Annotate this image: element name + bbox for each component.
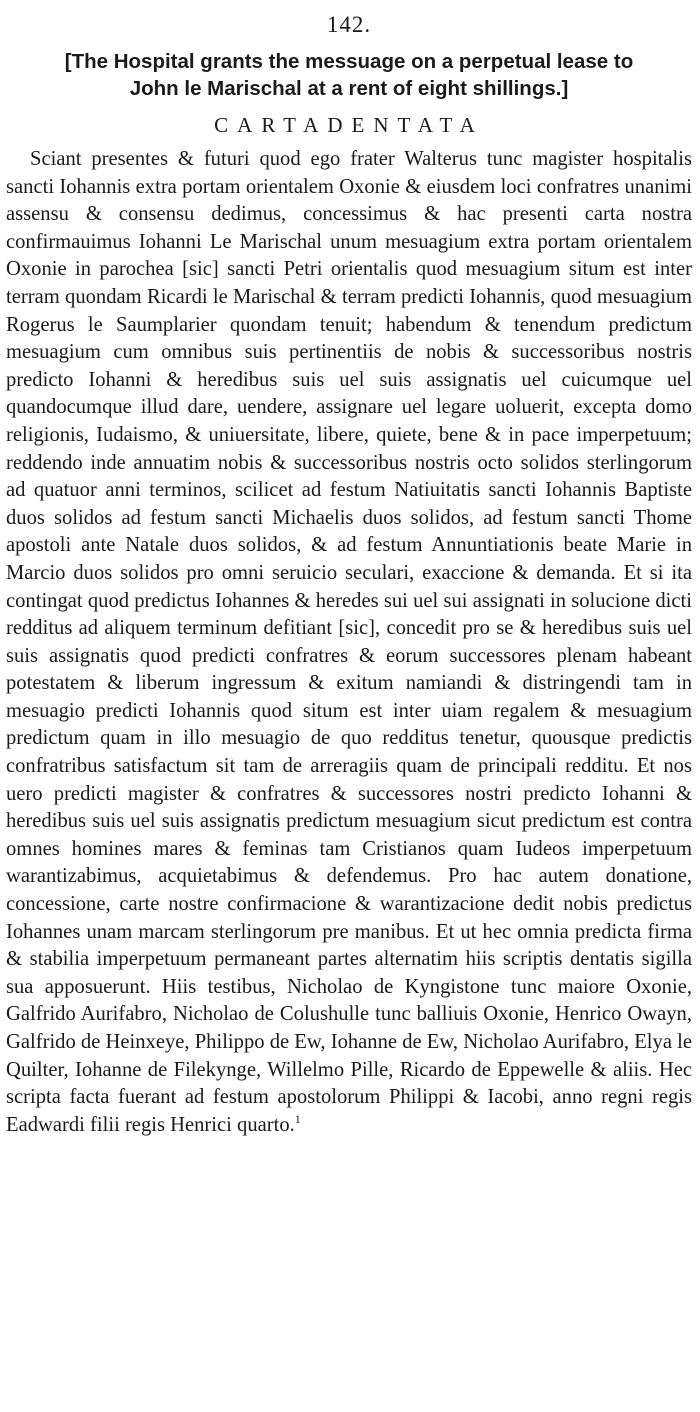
heading-line-2: John le Marischal at a rent of eight shillings.] [129,77,569,100]
document-title: CARTADENTATA [214,113,484,137]
charter-body-text: Sciant presentes & futuri quod ego frater Walterus tunc magister hospitalis sancti Iohannis extra portam orientalem Oxonie & eiusdem loci confratres unanimi assensu & consensu dedimus, concessimus & hac presenti carta nostra confirmauimus Iohanni Le Marischal unum mesuagium extra portam orientalem Oxonie in parochea [sic] sancti Petri orientalis quod mesuagium situm est inter terram quondam Ricardi le Marischal & terram predicti Iohannis, quod mesuagium Rogerus le Saumplarier quondam tenuit; habendum & tenendum predictum mesuagium cum omnibus suis pertinentiis de nobis & successoribus nostris predicto Iohanni & heredibus suis uel suis assignatis uel cuicumque uel quandocumque illud dare, uendere, assignare uel legare uoluerit, excepta domo religionis, Iudaismo, & uniuersitate, libere, quiete, bene & in pace imperpetuum; reddendo inde annuatim nobis & successoribus nostris octo solidos sterlingorum ad quatuor anni terminos, scilicet ad festum Natiuitatis sancti Iohannis Baptiste duos solidos ad festum sancti Michaelis duos solidos, ad festum sancti Thome apostoli ante Natale duos solidos, & ad festum Annuntiationis beate Marie in Marcio duos solidos pro omni seruicio seculari, exaccione & demanda. Et si ita contingat quod predictus Iohannes & heredes sui uel sui assignati in solucione dicti redditus ad aliquem terminum defitiant [sic], concedit pro se & heredibus suis uel suis assignatis quod predicti confratres & eorum successores plenam habeant potestatem & liberum ingressum & exitum namiandi & distringendi tam in mesuagio predicti Iohannis quod situm est inter uiam regalem & mesuagium predictum quam in illo mesuagio de quo redditus tenetur, quousque predictis confratribus satisfactum sit tam de arreragiis quam de principali redditu. Et nos uero predicti magister & confratres & successores nostri predicto Iohanni & heredibus suis uel suis assignatis predictum mesuagium sicut predictum est contra omnes homines mares & feminas tam Cristianos quam Iudeos imperpetuum warantizabimus, acquietabimus & defendemus. Pro hac autem donatione, concessione, carte nostre confirmacione & warantizacione dedit nobis predictus Iohannes unam marcam sterlingorum pre manibus. Et ut hec omnia predicta firma & stabilia imperpetuum permaneant partes alternatim hiis scriptis dentatis sigilla sua apposuerunt. Hiis testibus, Nicholao de Kyngistone tunc maiore Oxonie, Galfrido Aurifabro, Nicholao de Colushulle tunc balliuis Oxonie, Henrico Owayn, Galfrido de Heinxeye, Philippo de Ew, Iohanne de Ew, Nicholao Aurifabro, Elya le Quilter, Iohanne de Filekynge, Willelmo Pille, Ricardo de Eppewelle & aliis. Hec scripta facta fuerant ad festum apostolorum Philippi & Iacobi, anno regni regis Eadwardi filii regis Henrici quarto. [6,148,692,1136]
heading-line-1: [The Hospital grants the messuage on a perpetual lease to [64,50,634,73]
charter-heading [6,48,692,102]
charter-body [6,146,692,1139]
footnote-marker: 1 [294,1111,301,1126]
charter-number: 142. [326,12,372,37]
